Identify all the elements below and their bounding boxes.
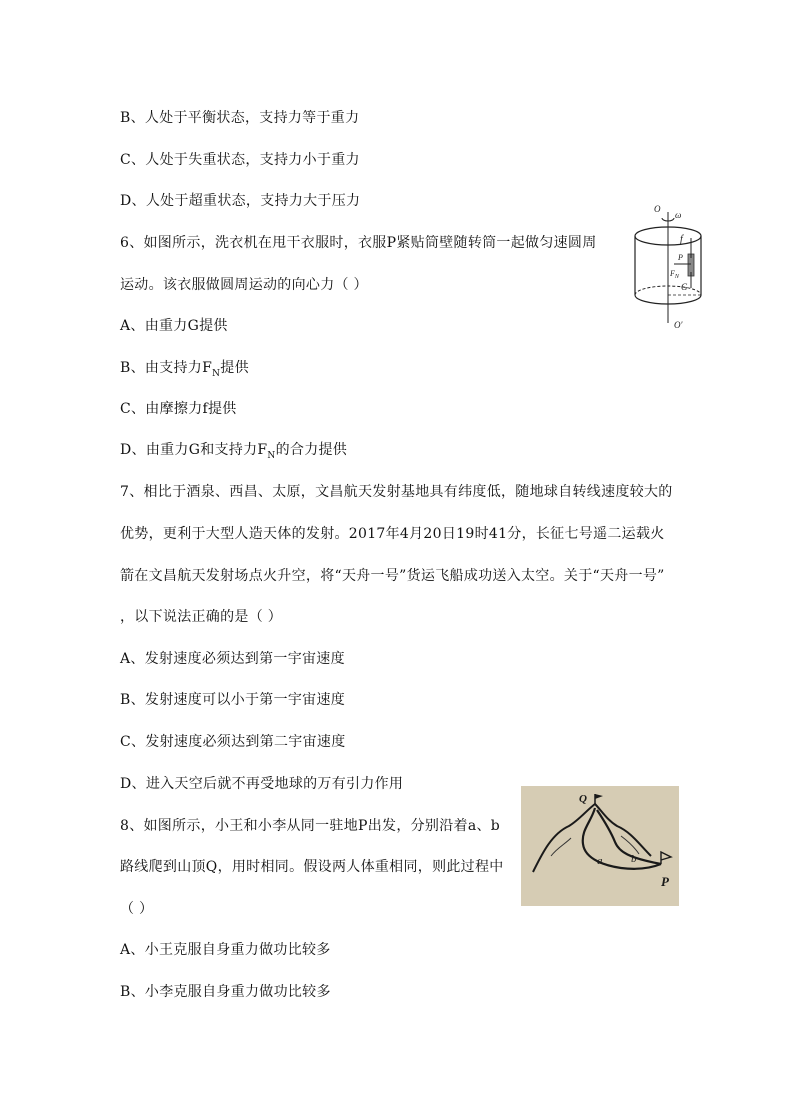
option-6b — [120, 359, 249, 383]
option-7c: C、发射速度必须达到第二宇宙速度 — [120, 734, 346, 750]
line-c-5: C、人处于失重状态，支持力小于重力 — [120, 152, 360, 168]
label-fn-sub: N — [674, 274, 679, 280]
question-8-stem-2: 路线爬到山顶Q，用时相同。假设两人体重相同，则此过程中 — [120, 859, 504, 875]
label-a: a — [597, 855, 603, 867]
option-6d — [120, 441, 347, 465]
option-6c: C、由摩擦力f提供 — [120, 401, 237, 417]
mountain-figure — [521, 786, 679, 906]
option-6d-sub: N — [267, 450, 276, 461]
question-6-stem-2: 运动。该衣服做圆周运动的向心力（ ） — [120, 277, 368, 293]
option-7a: A、发射速度必须达到第一宇宙速度 — [120, 651, 345, 667]
line-b-5: B、人处于平衡状态，支持力等于重力 — [120, 110, 360, 126]
label-b: b — [631, 853, 637, 865]
option-6d-suffix: 的合力提供 — [275, 442, 348, 458]
label-p: P — [678, 253, 683, 262]
question-7-stem-2: 优势，更利于大型人造天体的发射。2017年4月20日19时41分，长征七号遥二运载火 — [120, 526, 665, 542]
option-6b-sub: N — [212, 368, 221, 379]
option-6b-suffix: 提供 — [220, 360, 249, 376]
question-7-stem-1: 7、相比于酒泉、西昌、太原，文昌航天发射基地具有纬度低，随地球自转线速度较大的 — [120, 484, 673, 500]
label-fn — [669, 269, 680, 280]
label-q: Q — [579, 793, 587, 805]
label-o-prime: O′ — [674, 320, 683, 330]
drum-diagram — [618, 198, 728, 333]
option-6b-text: B、由支持力F — [120, 360, 213, 376]
option-8b: B、小李克服自身重力做功比较多 — [120, 984, 331, 1000]
question-8-stem-3: （ ） — [120, 901, 154, 917]
label-omega: ω — [675, 210, 682, 220]
label-p-point: P — [661, 874, 669, 889]
option-7d: D、进入天空后就不再受地球的万有引力作用 — [120, 776, 404, 792]
option-6a: A、由重力G提供 — [120, 318, 228, 334]
label-f: f — [680, 234, 683, 245]
option-7b: B、发射速度可以小于第一宇宙速度 — [120, 692, 346, 708]
question-6-stem-1: 6、如图所示，洗衣机在甩干衣服时，衣服P紧贴筒壁随转筒一起做匀速圆周 — [120, 235, 597, 251]
option-8a: A、小王克服自身重力做功比较多 — [120, 942, 331, 958]
question-7-stem-4: ，以下说法正确的是（ ） — [120, 609, 283, 625]
washing-machine-figure — [618, 198, 728, 333]
label-o: O — [654, 204, 661, 214]
label-g: G — [681, 282, 688, 292]
question-8-stem-1: 8、如图所示，小王和小李从同一驻地P出发，分别沿着a、b — [120, 818, 501, 834]
label-fn-main: F — [670, 269, 675, 278]
option-6d-text: D、由重力G和支持力F — [120, 442, 268, 458]
mountain-diagram — [521, 786, 679, 906]
line-d-5: D、人处于超重状态，支持力大于压力 — [120, 193, 361, 209]
question-7-stem-3: 箭在文昌航天发射场点火升空，将“天舟一号”货运飞船成功送入太空。关于“天舟一号” — [120, 568, 665, 584]
